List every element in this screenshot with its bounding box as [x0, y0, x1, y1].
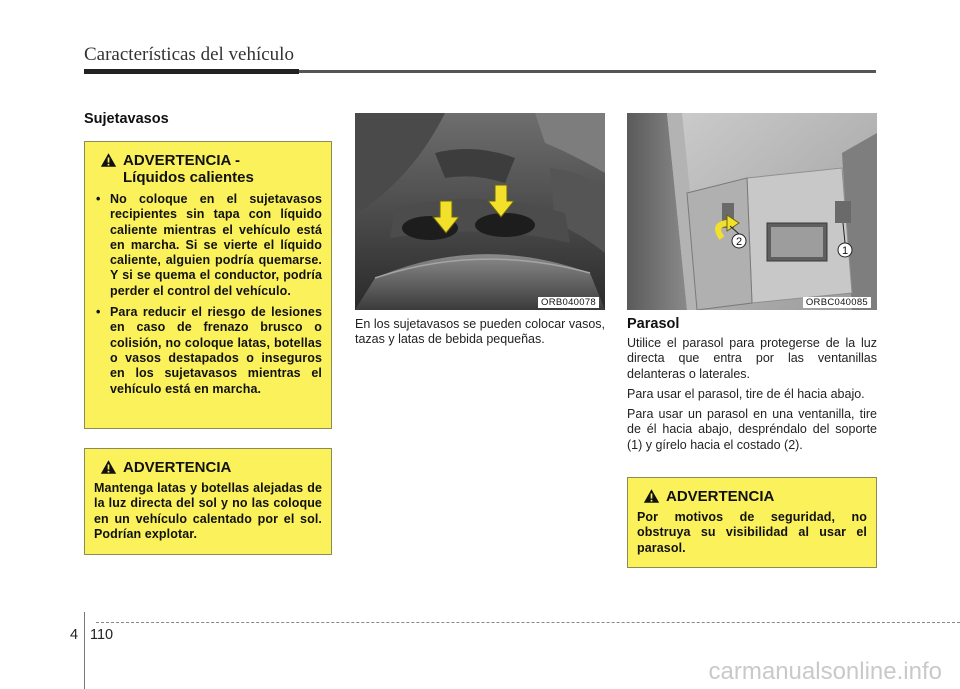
- warning-subtitle: Líquidos calientes: [123, 169, 254, 186]
- sunvisor-illustration: [627, 113, 877, 310]
- sunvisor-paragraph: Para usar un parasol en una ventanilla, tire de él hacia abajo, despréndalo del soporte (1) y gírelo hacia el costado (2).: [627, 407, 877, 452]
- warning-label: ADVERTENCIA: [666, 488, 775, 505]
- warning-label: ADVERTENCIA: [123, 459, 232, 476]
- warning-triangle-icon: [643, 488, 660, 504]
- warning-box-cans-sun: [84, 448, 332, 555]
- warning-box-sunvisor: [627, 477, 877, 568]
- header-rule-accent: [84, 69, 299, 74]
- sunvisor-photo: [627, 113, 877, 310]
- warning-triangle-icon: [100, 459, 117, 475]
- section-title-cup-holders: Sujetavasos: [84, 111, 169, 127]
- warning-text: Por motivos de seguridad, no obstruya su visibilidad al usar el parasol.: [637, 510, 867, 555]
- warning-text: Mantenga latas y botellas alejadas de la luz directa del sol y no las coloque en un vehículo calentado por el sol. Podrían explotar.: [94, 481, 322, 541]
- section-title-sunvisor: Parasol: [627, 316, 680, 332]
- warning-bullet: • No coloque en el sujetavasos recipientes sin tapa con líquido caliente mientras el vehículo está en marcha. Si se vierte el líquido caliente, alguien podría quemarse. Y si se quema el conductor, podría perder el control del vehículo.: [94, 192, 322, 299]
- sunvisor-paragraph: Para usar el parasol, tire de él hacia abajo.: [627, 386, 865, 401]
- watermark: carmanualsonline.info: [708, 658, 942, 685]
- cup-holder-photo: [355, 113, 605, 310]
- footer-rule: [96, 622, 960, 623]
- callout-1: 1: [841, 245, 849, 257]
- warning-triangle-icon: [100, 152, 117, 168]
- photo-code: ORB040078: [538, 297, 599, 308]
- footer-divider: [84, 612, 85, 689]
- sunvisor-body: [627, 336, 877, 458]
- page-number: 110: [90, 627, 114, 643]
- chapter-number: 4: [70, 627, 79, 643]
- warning-box-hot-liquids: [84, 141, 332, 429]
- cup-holder-illustration: [355, 113, 605, 310]
- callout-2: 2: [735, 236, 743, 248]
- warning-bullet: • Para reducir el riesgo de lesiones en caso de frenazo brusco o colisión, no coloque latas, botellas o vasos destapados o inseguros en los sujetavasos mientras el vehículo está en marcha.: [94, 305, 322, 397]
- warning-label: ADVERTENCIA -: [123, 152, 240, 169]
- cup-holder-description: En los sujetavasos se pueden colocar vasos, tazas y latas de bebida pequeñas.: [355, 317, 605, 347]
- page-header-title: Características del vehículo: [84, 44, 294, 65]
- sunvisor-paragraph: Utilice el parasol para protegerse de la luz directa que entra por las ventanillas delanteras o laterales.: [627, 336, 877, 381]
- photo-code: ORBC040085: [803, 297, 871, 308]
